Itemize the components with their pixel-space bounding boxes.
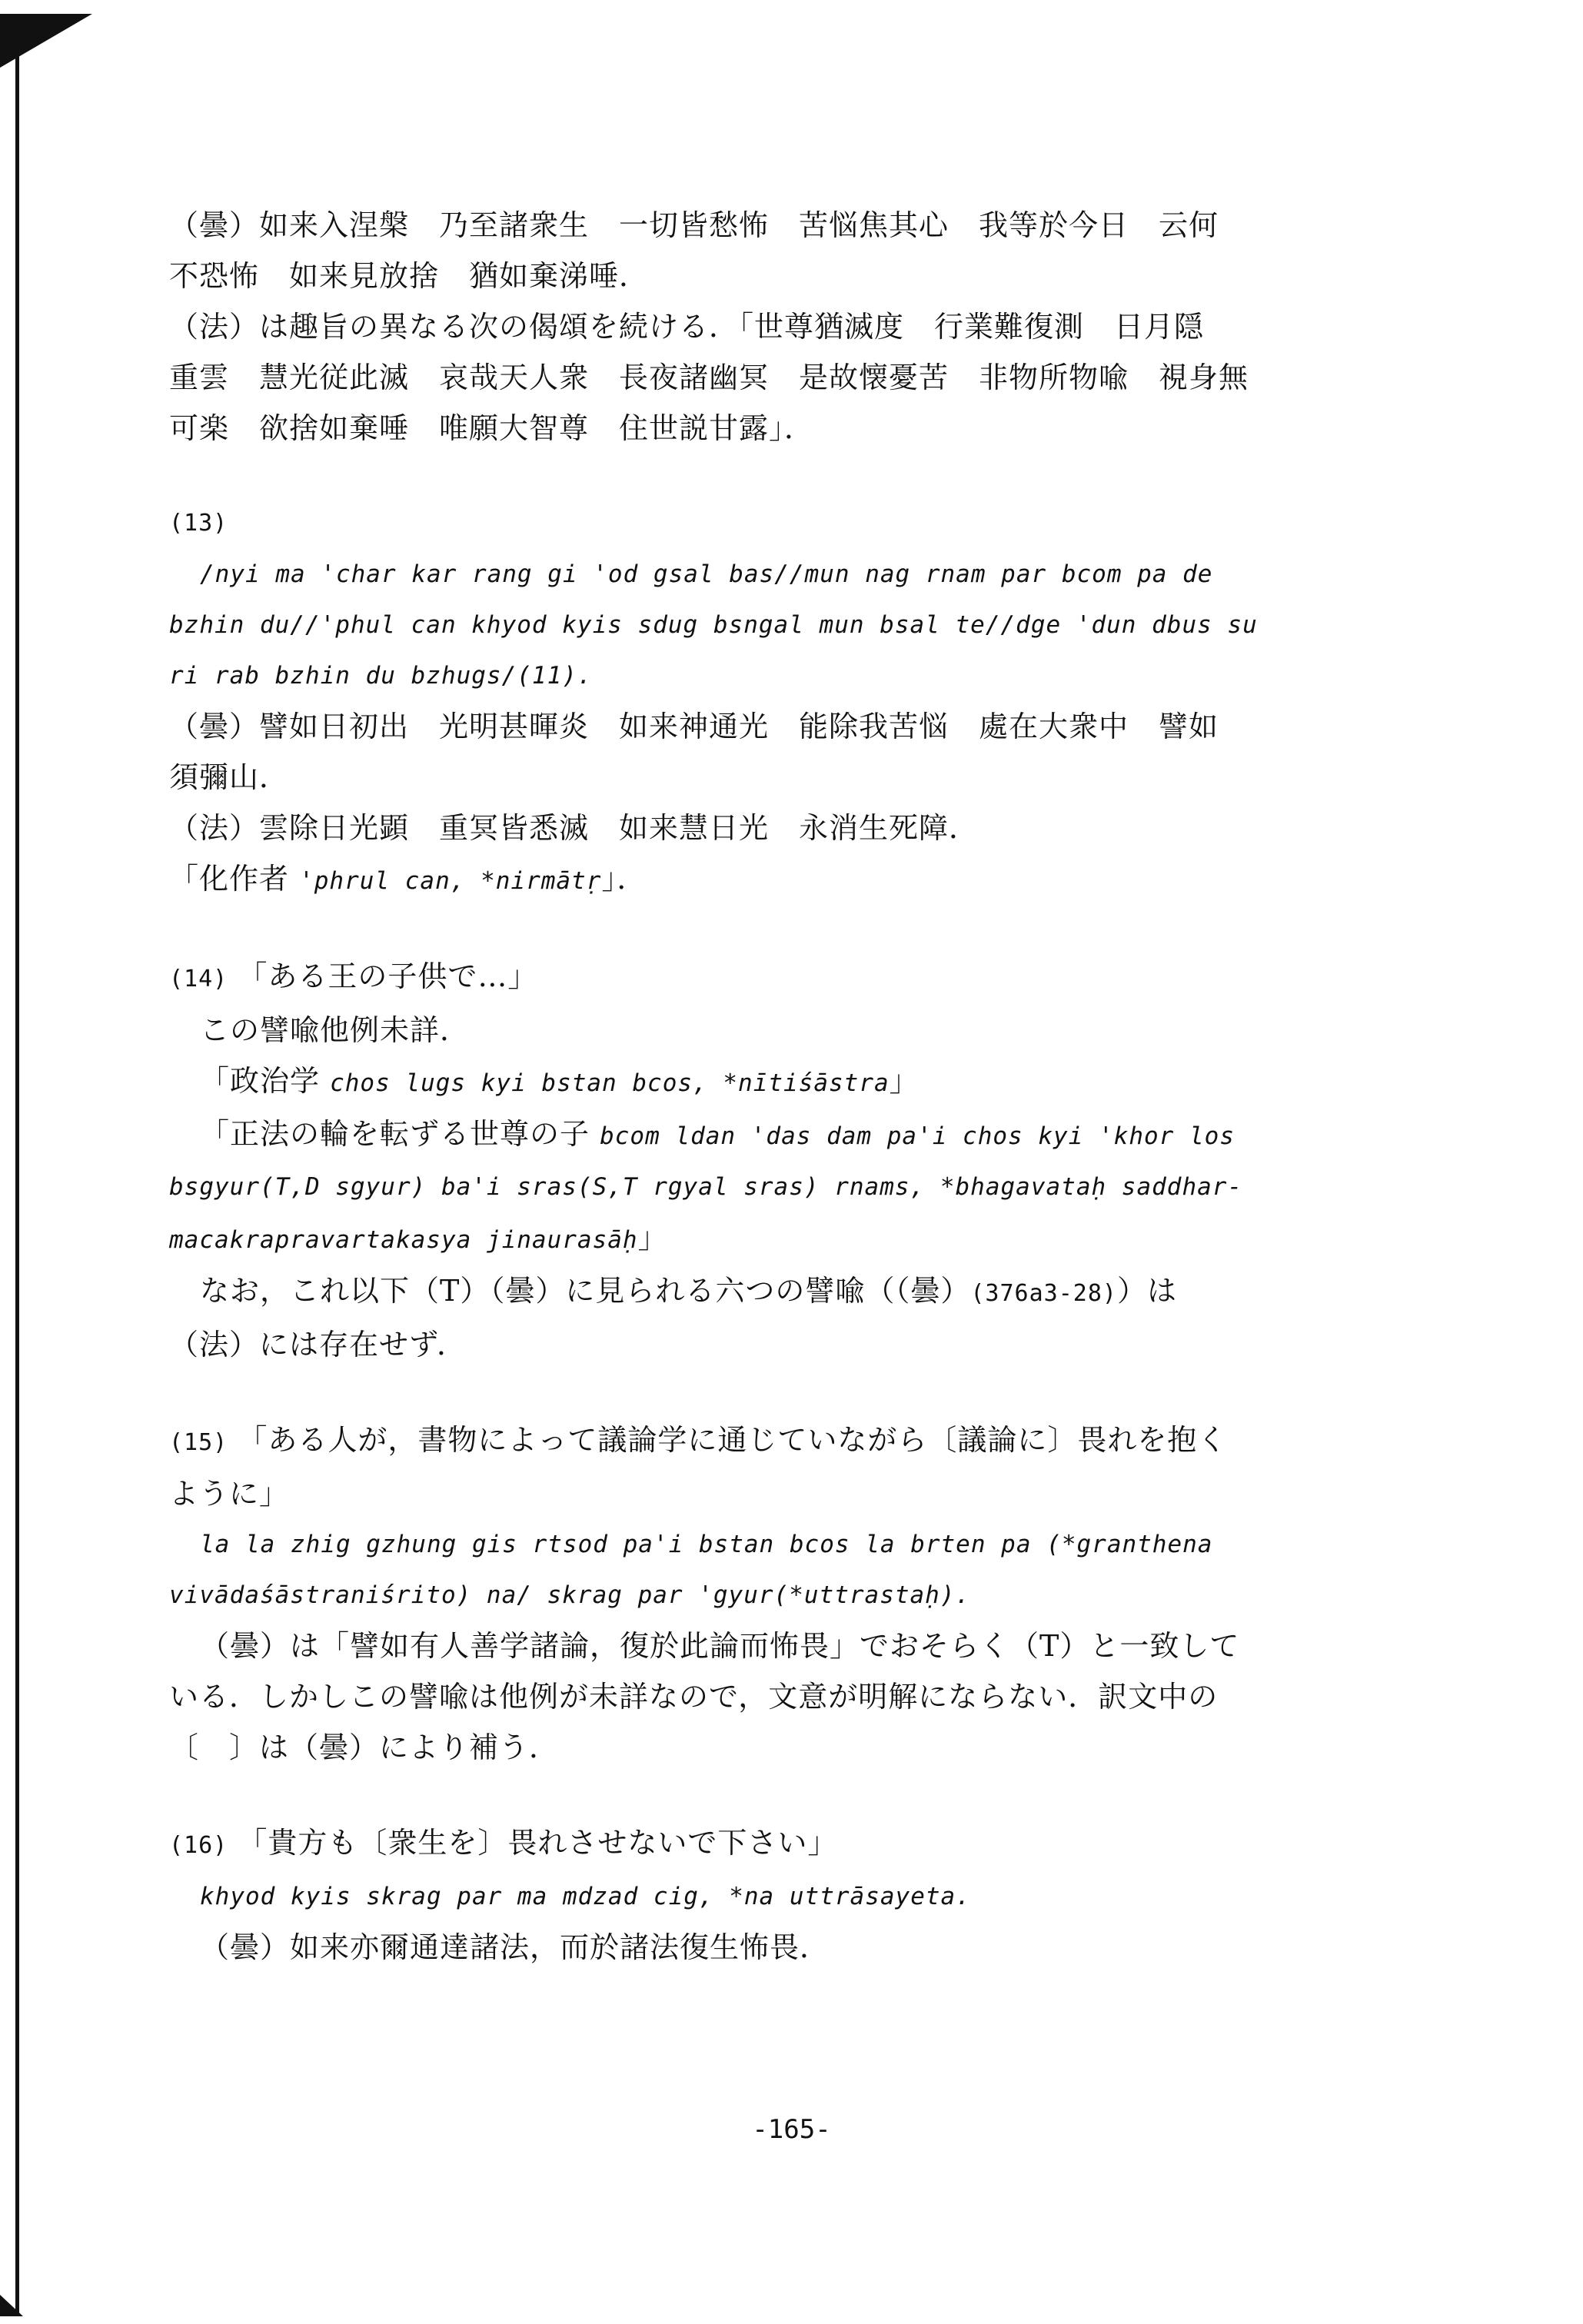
intro-fa-line-3: 可楽 欲捨如棄唾 唯願大智尊 住世説甘露」．	[169, 411, 815, 445]
term-close: 」．	[601, 862, 647, 896]
note-14-remark-line-1	[169, 1265, 1368, 1319]
note-15-body-line-2: いる．しかしこの譬喩は他例が未詳なので，文意が明解にならない．訳文中の	[169, 1680, 1219, 1714]
note-14-term2-line-2: bsgyur(T,D sgyur) ba'i sras(S,T rgyal sras) rnams, *bhagavataḥ saddhar-	[169, 1173, 1243, 1201]
page-number: -165-	[752, 2114, 831, 2145]
term-body: bcom ldan 'das dam pa'i chos kyi 'khor los	[600, 1122, 1235, 1150]
binding-edge-line	[15, 15, 19, 2314]
term-open: 「正法の輪を転ずる世尊の子	[200, 1117, 590, 1151]
term-body: macakrapravartakasya jinaurasāḥ	[169, 1226, 638, 1254]
note-16-tan-line: （曇）如来亦爾通達諸法，而於諸法復生怖畏．	[200, 1930, 830, 1964]
note-14-term2-line-3	[169, 1212, 1368, 1265]
intro-fa-line-2: 重雲 慧光従此滅 哀哉天人衆 長夜諸幽冥 是故懐憂苦 非物所物喩 視身無	[169, 361, 1249, 394]
note-16-heading-line	[169, 1817, 1368, 1871]
note-14	[169, 951, 1368, 1370]
note-15-body-line-1: （曇）は「譬如有人善学諸論，復於此論而怖畏」でおそらく（T）と一致して	[200, 1629, 1240, 1663]
note-15-tibetan-line-1: la la zhig gzhung gis rtsod pa'i bstan bcos la brten pa (*granthena	[200, 1531, 1213, 1558]
note-15	[169, 1415, 1368, 1773]
note-13-tibetan-line-2: bzhin du//'phul can khyod kyis sdug bsngal mun bsal te//dge 'dun dbus su	[169, 611, 1258, 639]
note-16-label: (16)	[169, 1832, 228, 1859]
intro-section	[169, 200, 1368, 454]
note-15-body-line-3: 〔 〕は（曇）により補う．	[169, 1731, 560, 1764]
term-open: 「政治学	[200, 1064, 321, 1098]
note-14-term1-line	[169, 1056, 1368, 1109]
intro-tan-line-2: 不恐怖 如来見放捨 猶如棄涕唾．	[169, 259, 650, 293]
remark-text: なお，これ以下（T）（曇）に見られる六つの譬喩（（曇）	[200, 1274, 971, 1308]
note-13-tan-line-1: （曇）譬如日初出 光明甚暉炎 如来神通光 能除我苦悩 處在大衆中 譬如	[169, 710, 1219, 743]
note-15-heading-line-2: ように」	[169, 1477, 290, 1511]
note-14-remark-line-2: （法）には存在せず．	[169, 1328, 467, 1361]
note-14-heading: 「ある王の子供で…」	[238, 959, 538, 993]
remark-text: ）は	[1116, 1274, 1177, 1308]
intro-fa-line-1: （法）は趣旨の異なる次の偈頌を続ける．「世尊猶滅度 行業難復測 日月隠	[169, 310, 1205, 344]
note-16	[169, 1817, 1368, 1973]
note-15-heading-line-1	[169, 1415, 1368, 1468]
note-13-term-line	[169, 853, 1368, 906]
note-16-tibetan-line: khyod kyis skrag par ma mdzad cig, *na uttrāsayeta.	[200, 1883, 971, 1910]
note-14-term2-line-1	[169, 1109, 1368, 1162]
note-13	[169, 498, 1368, 906]
note-14-label: (14)	[169, 966, 228, 992]
intro-tan-line-1: （曇）如来入涅槃 乃至諸衆生 一切皆愁怖 苦悩焦其心 我等於今日 云何	[169, 208, 1219, 242]
term-close: 」	[889, 1064, 920, 1098]
binding-edge-wedge	[0, 14, 92, 68]
page-body	[169, 200, 1368, 1973]
term-open: 「化作者	[169, 862, 290, 896]
term-body: chos lugs kyi bstan bcos, *nītiśāstra	[330, 1069, 890, 1097]
note-13-label: (13)	[169, 510, 228, 537]
term-close: 」	[637, 1221, 668, 1255]
note-13-fa-line: （法）雲除日光顕 重冥皆悉滅 如来慧日光 永消生死障．	[169, 811, 979, 845]
note-15-heading: 「ある人が，書物によって議論学に通じていながら〔議論に〕畏れを抱く	[238, 1423, 1228, 1457]
remark-reference: (376a3-28)	[970, 1280, 1117, 1307]
note-14-heading-line	[169, 951, 1368, 1005]
note-13-tibetan-line-3: ri rab bzhin du bzhugs/(11).	[169, 662, 593, 690]
note-15-label: (15)	[169, 1429, 228, 1456]
term-body: 'phrul can, *nirmātṛ	[299, 867, 602, 895]
note-14-note: この譬喩他例未詳．	[200, 1013, 471, 1047]
note-13-tibetan-line-1: /nyi ma 'char kar rang gi 'od gsal bas//mun nag rnam par bcom pa de	[200, 560, 1213, 588]
note-13-tan-line-2: 須彌山．	[169, 760, 290, 794]
binding-edge-foot	[0, 2295, 23, 2316]
note-15-tibetan-line-2: vivādaśāstraniśrito) na/ skrag par 'gyur(*uttrastaḥ).	[169, 1581, 971, 1609]
note-16-heading: 「貴方も〔衆生を〕畏れさせないで下さい」	[238, 1826, 838, 1860]
